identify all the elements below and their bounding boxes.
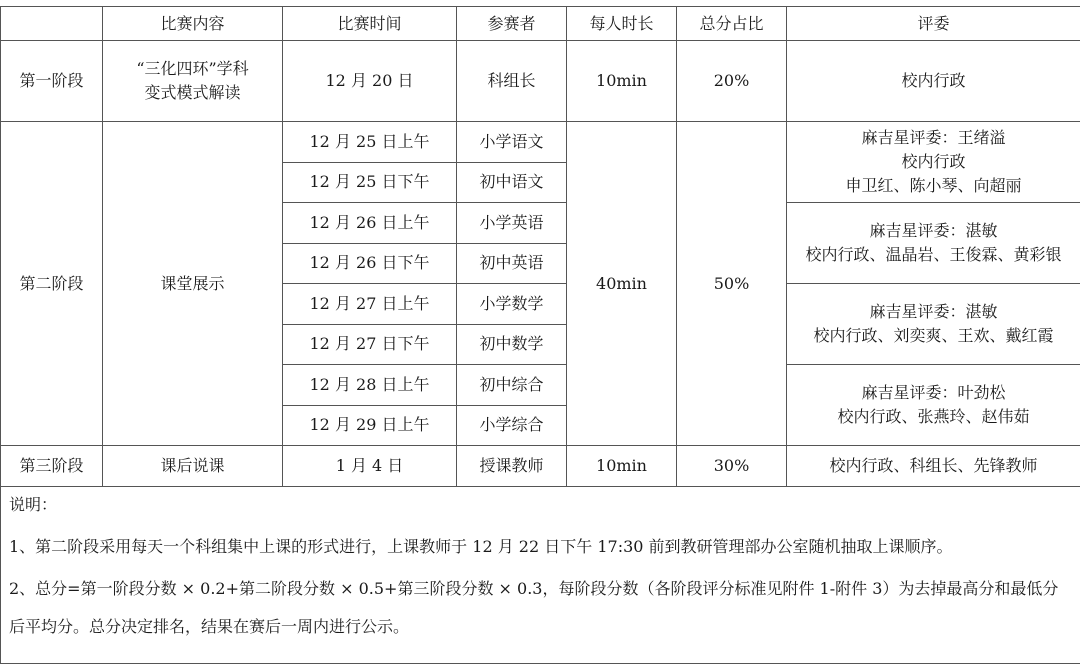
schedule-table bbox=[0, 6, 1080, 664]
header-duration: 每人时长 bbox=[567, 7, 677, 41]
session-date: 12 月 27 日下午 bbox=[283, 324, 457, 365]
judge-line: 麻吉星评委：王绪溢 bbox=[791, 126, 1076, 150]
session-date: 12 月 29 日上午 bbox=[283, 405, 457, 446]
session-subject: 小学英语 bbox=[457, 203, 567, 244]
session-subject: 小学语文 bbox=[457, 122, 567, 163]
session-subject: 初中数学 bbox=[457, 324, 567, 365]
header-judges: 评委 bbox=[787, 7, 1080, 41]
stage1-weight: 20% bbox=[677, 41, 787, 122]
header-time: 比赛时间 bbox=[283, 7, 457, 41]
stage1-judges: 校内行政 bbox=[787, 41, 1080, 122]
stage2-weight: 50% bbox=[677, 122, 787, 446]
stage2-content: 课堂展示 bbox=[103, 122, 283, 446]
notes-title: 说明： bbox=[9, 493, 1070, 517]
header-participant: 参赛者 bbox=[457, 7, 567, 41]
stage3-row bbox=[1, 446, 1080, 487]
judge-group-4 bbox=[787, 365, 1080, 446]
session-date: 12 月 26 日下午 bbox=[283, 243, 457, 284]
session-subject: 初中综合 bbox=[457, 365, 567, 406]
stage3-date: 1 月 4 日 bbox=[283, 446, 457, 487]
header-blank bbox=[1, 7, 103, 41]
stage3-judges: 校内行政、科组长、先锋教师 bbox=[787, 446, 1080, 487]
judge-group-2 bbox=[787, 203, 1080, 284]
note-item: 1、第二阶段采用每天一个科组集中上课的形式进行，上课教师于 12 月 22 日下午 17:30 前到教研管理部办公室随机抽取上课顺序。 bbox=[9, 535, 1070, 559]
judge-line: 麻吉星评委：湛敏 bbox=[791, 300, 1076, 324]
stage1-participant: 科组长 bbox=[457, 41, 567, 122]
session-date: 12 月 26 日上午 bbox=[283, 203, 457, 244]
note-item: 2、总分=第一阶段分数 × 0.2+第二阶段分数 × 0.5+第三阶段分数 × 0.3，每阶段分数（各阶段评分标准见附件 1-附件 3）为去掉最高分和最低分后平均分。总分决定排名，结果在赛后一周内进行公示。 bbox=[9, 570, 1070, 646]
stage3-content: 课后说课 bbox=[103, 446, 283, 487]
stage2-row-1 bbox=[1, 122, 1080, 163]
session-date: 12 月 25 日上午 bbox=[283, 122, 457, 163]
session-subject: 初中英语 bbox=[457, 243, 567, 284]
judge-line: 校内行政、温晶岩、王俊霖、黄彩银 bbox=[791, 243, 1076, 267]
judge-line: 校内行政、刘奕爽、王欢、戴红霞 bbox=[791, 324, 1076, 348]
judge-line: 麻吉星评委：湛敏 bbox=[791, 219, 1076, 243]
judge-group-1 bbox=[787, 122, 1080, 203]
stage1-content: “三化四环”学科变式模式解读 bbox=[103, 41, 283, 122]
judge-group-3 bbox=[787, 284, 1080, 365]
judge-line: 校内行政、张燕玲、赵伟茹 bbox=[791, 405, 1076, 429]
session-date: 12 月 25 日下午 bbox=[283, 162, 457, 203]
judge-line: 申卫红、陈小琴、向超丽 bbox=[791, 174, 1076, 198]
session-date: 12 月 28 日上午 bbox=[283, 365, 457, 406]
stage2-label: 第二阶段 bbox=[1, 122, 103, 446]
stage3-weight: 30% bbox=[677, 446, 787, 487]
notes-row bbox=[1, 487, 1080, 664]
stage3-label: 第三阶段 bbox=[1, 446, 103, 487]
judge-line: 校内行政 bbox=[791, 150, 1076, 174]
stage1-row bbox=[1, 41, 1080, 122]
notes-section bbox=[1, 487, 1080, 664]
stage3-participant: 授课教师 bbox=[457, 446, 567, 487]
session-date: 12 月 27 日上午 bbox=[283, 284, 457, 325]
stage2-duration: 40min bbox=[567, 122, 677, 446]
header-content: 比赛内容 bbox=[103, 7, 283, 41]
session-subject: 小学综合 bbox=[457, 405, 567, 446]
stage1-label: 第一阶段 bbox=[1, 41, 103, 122]
header-weight: 总分占比 bbox=[677, 7, 787, 41]
session-subject: 小学数学 bbox=[457, 284, 567, 325]
stage1-date: 12 月 20 日 bbox=[283, 41, 457, 122]
session-subject: 初中语文 bbox=[457, 162, 567, 203]
header-row bbox=[1, 7, 1080, 41]
judge-line: 麻吉星评委：叶劲松 bbox=[791, 381, 1076, 405]
stage3-duration: 10min bbox=[567, 446, 677, 487]
stage1-duration: 10min bbox=[567, 41, 677, 122]
